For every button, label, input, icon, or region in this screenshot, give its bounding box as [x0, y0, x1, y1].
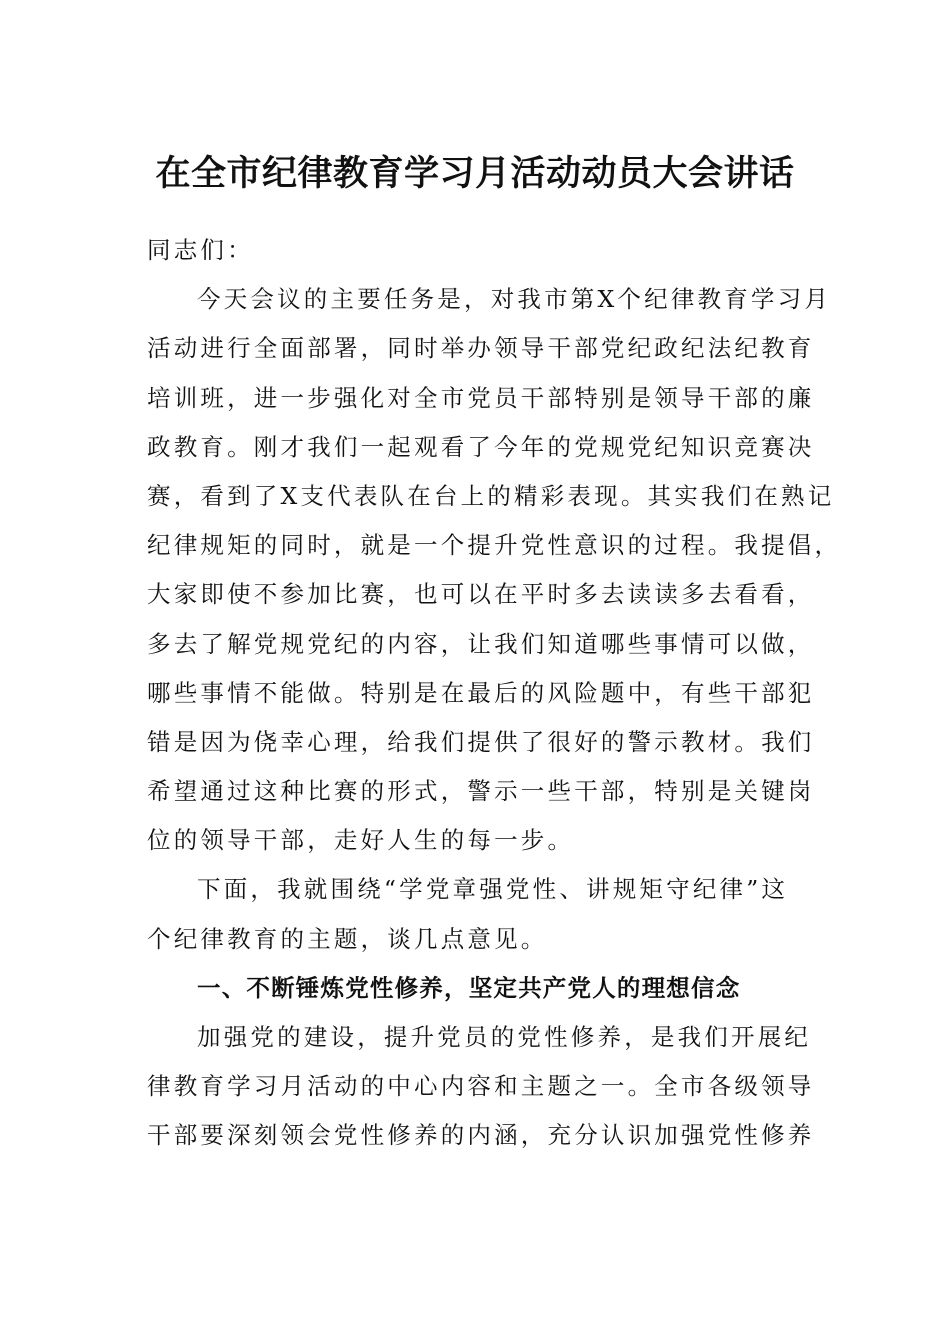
greeting: 同志们： — [147, 236, 254, 264]
paragraph-line: 活动进行全面部署，同时举办领导干部党纪政纪法纪教育 — [147, 334, 815, 363]
paragraph-line: 律教育学习月活动的中心内容和主题之一。全市各级领导 — [147, 1072, 815, 1101]
paragraph-line: 位的领导干部，走好人生的每一步。 — [147, 826, 575, 855]
paragraph-line: 赛，看到了X支代表队在台上的精彩表现。其实我们在熟记 — [147, 481, 835, 510]
document-title: 在全市纪律教育学习月活动动员大会讲话 — [155, 153, 795, 194]
paragraph-line: 个纪律教育的主题，谈几点意见。 — [147, 924, 548, 953]
paragraph-line: 政教育。刚才我们一起观看了今年的党规党纪知识竞赛决 — [147, 432, 815, 461]
paragraph-3 — [147, 1013, 815, 1161]
paragraph-line: 希望通过这种比赛的形式，警示一些干部，特别是关键岗 — [147, 777, 815, 806]
section-heading-1: 一、不断锤炼党性修养，坚定共产党人的理想信念 — [197, 973, 741, 1002]
paragraph-1 — [147, 275, 842, 865]
paragraph-line: 错是因为侥幸心理，给我们提供了很好的警示教材。我们 — [147, 727, 815, 756]
paragraph-line: 多去了解党规党纪的内容，让我们知道哪些事情可以做， — [147, 629, 815, 658]
paragraph-line: 今天会议的主要任务是，对我市第X个纪律教育学习月 — [197, 285, 832, 314]
document-body — [147, 226, 842, 1161]
paragraph-line: 干部要深刻领会党性修养的内涵，充分认识加强党性修养 — [147, 1121, 815, 1150]
paragraph-line: 大家即使不参加比赛，也可以在平时多去读读多去看看， — [147, 580, 815, 609]
paragraph-line: 培训班，进一步强化对全市党员干部特别是领导干部的廉 — [147, 383, 815, 412]
paragraph-line: 加强党的建设，提升党员的党性修养，是我们开展纪 — [197, 1023, 812, 1051]
paragraph-line: 下面，我就围绕“学党章强党性、讲规矩守纪律”这 — [197, 875, 789, 904]
paragraph-line: 哪些事情不能做。特别是在最后的风险题中，有些干部犯 — [147, 678, 815, 707]
paragraph-2 — [147, 865, 807, 963]
paragraph-line: 纪律规矩的同时，就是一个提升党性意识的过程。我提倡， — [147, 531, 842, 560]
